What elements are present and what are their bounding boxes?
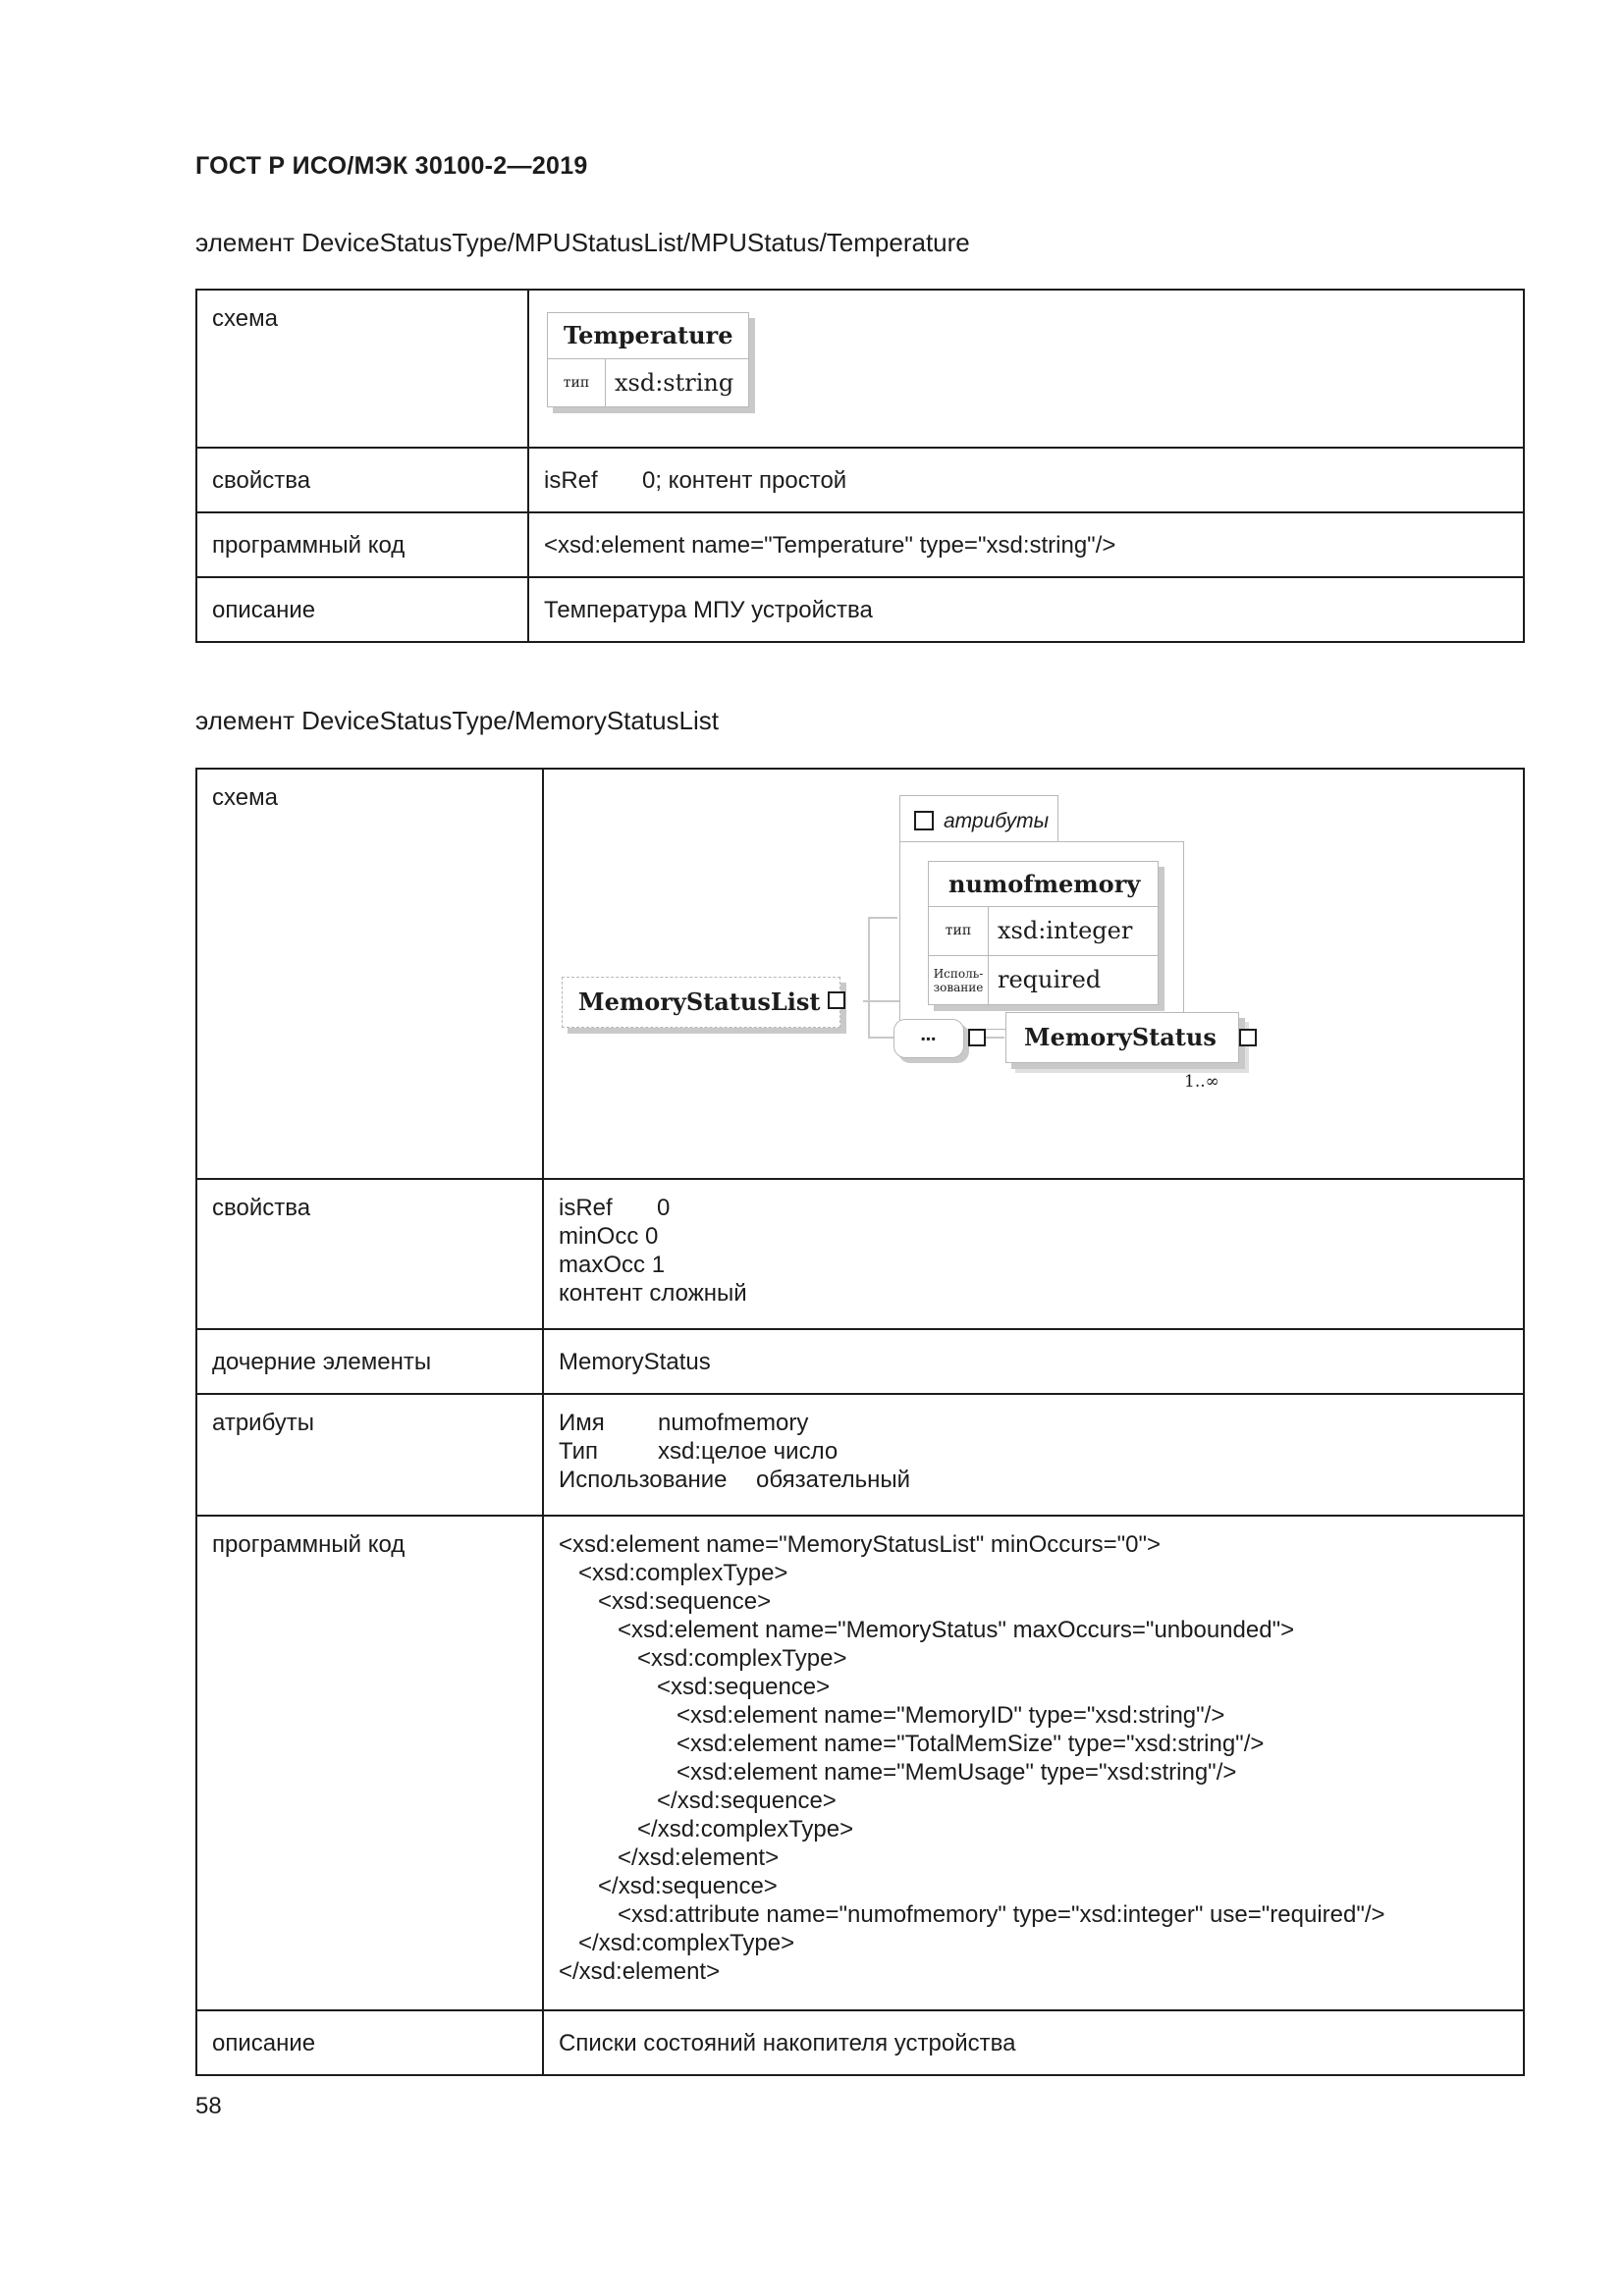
row-label-code: программный код: [196, 1516, 543, 2010]
attributes-tab-label: атрибуты: [944, 810, 1050, 832]
description-value: Списки состояний накопителя устройства: [543, 2010, 1524, 2075]
child-element-box: [1005, 1012, 1239, 1063]
schema-type-value: xsd:string: [615, 368, 734, 397]
attributes-tab: [899, 795, 1058, 843]
connector-line: [868, 1037, 893, 1039]
properties-value: [543, 1179, 1524, 1329]
document-header: ГОСТ Р ИСО/МЭК 30100-2—2019: [195, 152, 588, 180]
attribute-type-value: xsd:integer: [998, 917, 1133, 944]
code-line: </xsd:sequence>: [559, 1873, 778, 1899]
properties-text: 0; контент простой: [642, 466, 847, 494]
attributes-collapse-icon: [914, 811, 934, 830]
code-line: <xsd:element name="MemoryStatus" maxOccurs="unbounded">: [559, 1617, 1295, 1643]
connector-line: [868, 917, 870, 1037]
spec-table-temperature: [195, 289, 1525, 643]
row-label-description: описание: [196, 577, 528, 642]
schema-type-row: [548, 358, 748, 406]
schema-element-name: Temperature: [564, 321, 733, 349]
code-line: <xsd:element name="MemoryStatusList" minOccurs="0">: [559, 1531, 1161, 1558]
row-label-children: дочерние элементы: [196, 1329, 543, 1394]
schema-type-key: тип: [548, 359, 606, 406]
root-expand-icon: [828, 991, 845, 1009]
attribute-name: numofmemory: [948, 870, 1141, 898]
row-label-properties: свойства: [196, 1179, 543, 1329]
properties-list: [559, 1194, 1508, 1308]
root-element-name: MemoryStatusList: [578, 988, 821, 1016]
attribute-use-value: required: [998, 966, 1102, 993]
properties-key: isRef: [544, 466, 598, 494]
attribute-use-key-line1: Исполь-: [933, 966, 984, 981]
row-label-schema: схема: [196, 290, 528, 448]
attribute-use-line: Использование обязательный: [559, 1467, 911, 1493]
property-minocc: minOcc 0: [559, 1223, 659, 1250]
schema-element-box: [547, 312, 749, 407]
section-title-temperature: элемент DeviceStatusType/MPUStatusList/MPUStatus/Temperature: [195, 228, 970, 257]
child-occurs: 1..∞: [1184, 1072, 1219, 1092]
attribute-use-key: [929, 956, 989, 1004]
code-line: </xsd:sequence>: [559, 1788, 837, 1814]
attribute-type-key: тип: [929, 907, 989, 955]
attribute-box: [928, 861, 1159, 1005]
sequence-expand-icon: [968, 1029, 986, 1046]
code-line: </xsd:element>: [559, 1844, 780, 1871]
property-maxocc: maxOcc 1: [559, 1252, 666, 1278]
connector-line: [868, 917, 897, 919]
child-element-name: MemoryStatus: [1024, 1023, 1217, 1051]
attributes-value: [543, 1394, 1524, 1516]
section-title-memory-status-list: элемент DeviceStatusType/MemoryStatusList: [195, 706, 719, 735]
row-label-attributes: атрибуты: [196, 1394, 543, 1516]
spec-table-memory-status-list: [195, 768, 1525, 2076]
schema-diagram-cell: [528, 290, 1524, 448]
children-value: MemoryStatus: [543, 1329, 1524, 1394]
code-line: <xsd:element name="MemoryID" type="xsd:string"/>: [559, 1702, 1225, 1729]
code-line: <xsd:element name="MemUsage" type="xsd:string"/>: [559, 1759, 1237, 1786]
row-label-schema: схема: [196, 769, 543, 1179]
code-line: <xsd:element name="TotalMemSize" type="xsd:string"/>: [559, 1731, 1265, 1757]
code-line: <xsd:attribute name="numofmemory" type="xsd:integer" use="required"/>: [559, 1901, 1385, 1928]
row-label-description: описание: [196, 2010, 543, 2075]
attribute-type-line: Тип xsd:целое число: [559, 1438, 839, 1465]
code-line: <xsd:sequence>: [559, 1588, 772, 1615]
child-expand-icon: [1239, 1029, 1257, 1046]
schema-diagram-cell: [543, 769, 1524, 1179]
attribute-type-row: [929, 906, 1158, 955]
code-line: </xsd:element>: [559, 1958, 721, 1985]
root-element-box: [562, 977, 840, 1028]
code-line: </xsd:complexType>: [559, 1816, 854, 1842]
description-value: Температура МПУ устройства: [528, 577, 1524, 642]
attribute-use-key-line2: зование: [933, 980, 984, 994]
properties-value: [528, 448, 1524, 512]
row-label-properties: свойства: [196, 448, 528, 512]
page-number: 58: [195, 2093, 222, 2119]
sequence-compositor: ▪▪▪: [893, 1019, 964, 1058]
code-line: <xsd:complexType>: [559, 1560, 788, 1586]
code-value: <xsd:element name="Temperature" type="xsd:string"/>: [528, 512, 1524, 577]
code-line: <xsd:complexType>: [559, 1645, 847, 1672]
property-isref: isRef 0: [559, 1195, 671, 1221]
code-line: </xsd:complexType>: [559, 1930, 795, 1956]
code-line: <xsd:sequence>: [559, 1674, 831, 1700]
attribute-name-line: Имя numofmemory: [559, 1410, 809, 1436]
property-content: контент сложный: [559, 1280, 747, 1307]
row-label-code: программный код: [196, 512, 528, 577]
attribute-use-row: [929, 955, 1158, 1004]
code-block: [543, 1516, 1524, 2010]
